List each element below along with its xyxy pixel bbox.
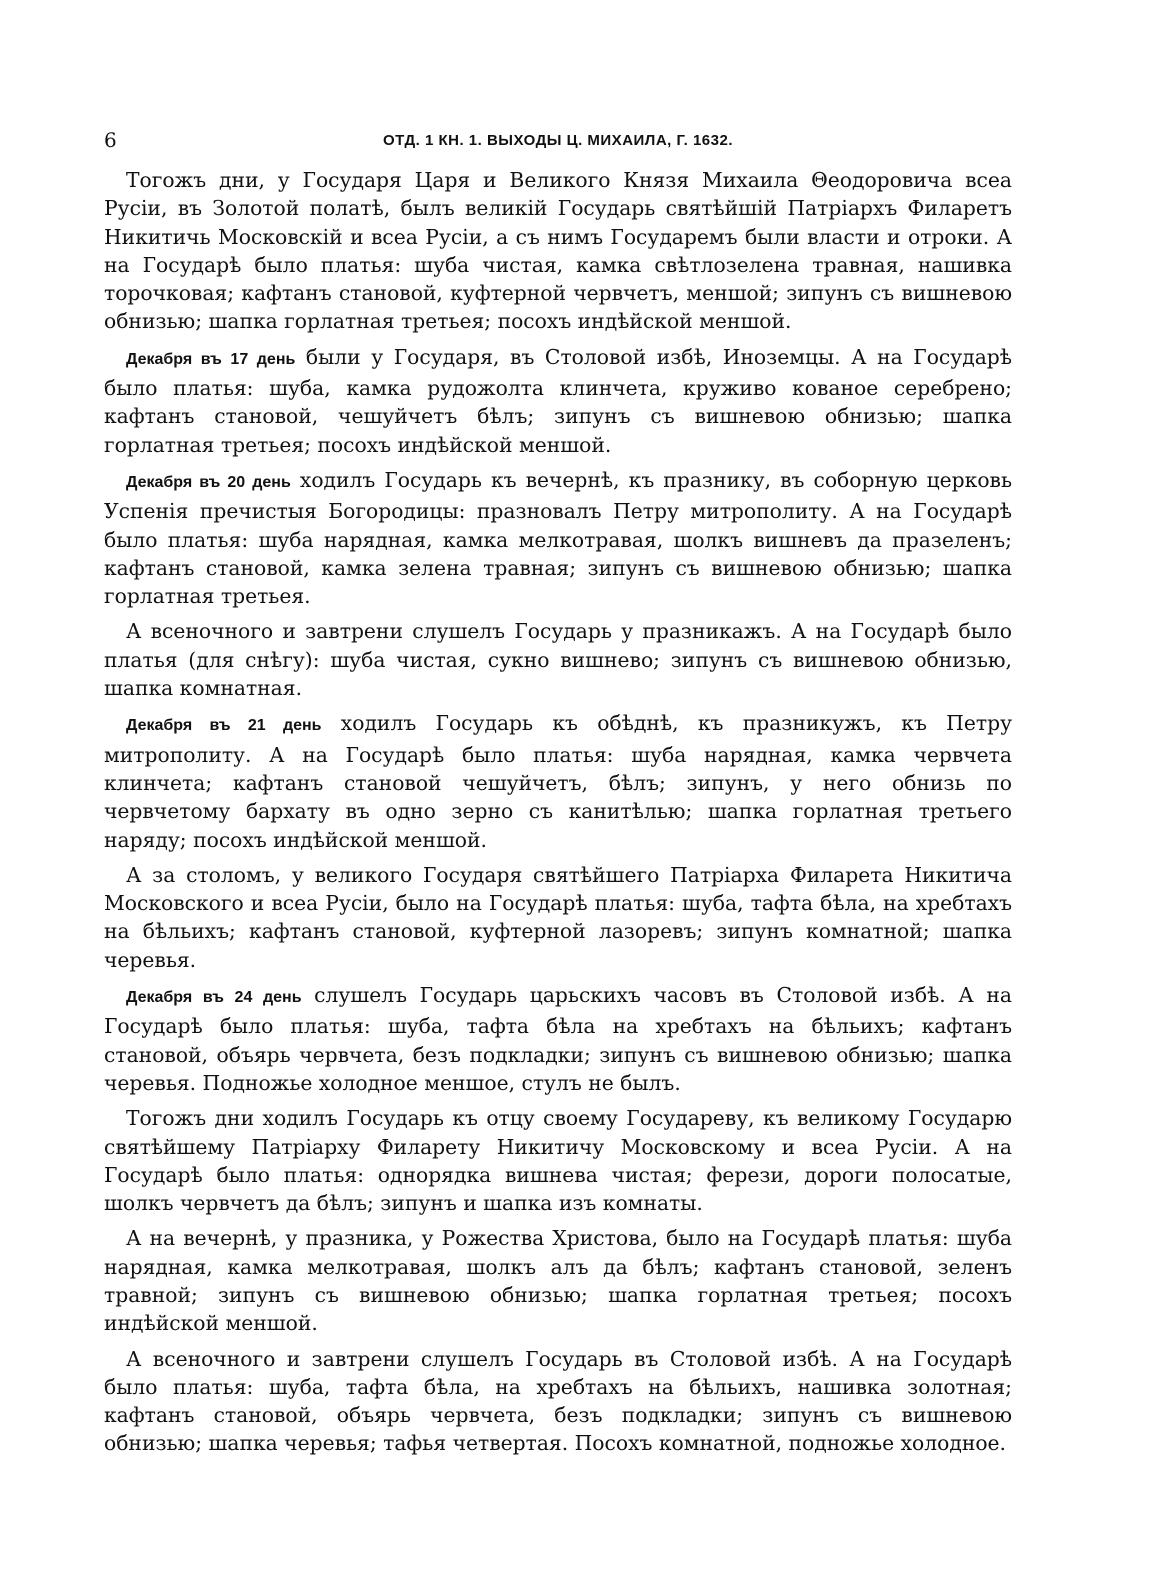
paragraph-5 [104, 709, 1012, 853]
paragraph-text: ходилъ Государь къ вечернѣ, къ празнику, въ соборную церковь Успенія пречистыя Богородицы: празновалъ Петру митрополиту. А на Государѣ было платья: шуба нарядная, камка мелкотравая, шолкъ вишневъ да празеленъ; кафтанъ становой, камка зелена травная; зипунъ съ вишневою обнизью; шапка горлатная третьея. [104, 467, 1012, 609]
paragraph-4 [104, 617, 1012, 702]
paragraph-8 [104, 1104, 1012, 1217]
paragraph-9 [104, 1224, 1012, 1337]
page-header [104, 126, 1012, 154]
paragraph-text: Тогожъ дни ходилъ Государь къ отцу своему Государеву, къ великому Государю святѣйшему Патріарху Филарету Никитичу Московскому и всеа Русіи. А на Государѣ было платья: однорядка вишнева чистая; ферези, дороги полосатые, шолкъ червчетъ да бѣлъ; зипунъ и шапка изъ комнаты. [104, 1106, 1012, 1216]
running-title: ОТД. 1 КН. 1. ВЫХОДЫ Ц. МИХАИЛА, Г. 1632. [382, 131, 733, 149]
paragraph-text: А на вечернѣ, у празника, у Рожества Христова, было на Государѣ платья: шуба нарядная, камка мелкотравая, шолкъ алъ да бѣлъ; кафтанъ становой, зеленъ травной; зипунъ съ вишневою обнизью; шапка горлатная третьея; посохъ индѣйской меншой. [104, 1226, 1012, 1336]
entry-date: Декабря въ 24 день [126, 989, 302, 1007]
paragraph-text: Тогожъ дни, у Государя Царя и Великого Князя Михаила Θеодоровича всеа Русіи, въ Золотой полатѣ, былъ великій Государь святѣйшій Патріархъ Филаретъ Никитичь Московскій и всеа Русіи, а съ нимъ Государемъ были власти и отроки. А на Государѣ было платья: шуба чистая, камка свѣтлозелена травная, нашивка торочковая; кафтанъ становой, куфтерной червчетъ, меншой; зипунъ съ вишневою обнизью; шапка горлатная третьея; посохъ индѣйской меншой. [104, 168, 1012, 334]
paragraph-text: А за столомъ, у великого Государя святѣйшего Патріарха Филарета Никитича Московского и всеа Русіи, было на Государѣ платья: шуба, тафта бѣла, на хребтахъ на бѣльихъ; кафтанъ становой, куфтерной лазоревъ; зипунъ комнатной; шапка черевья. [104, 862, 1012, 972]
paragraph-text: слушелъ Государь царьскихъ часовъ въ Столовой избѣ. А на Государѣ было платья: шуба, тафта бѣла на хребтахъ на бѣльихъ; кафтанъ становой, объярь червчета, безъ подкладки; зипунъ съ вишневою обнизью; шапка черевья. Подножье холодное меншое, стулъ не былъ. [104, 983, 1012, 1095]
paragraph-6 [104, 861, 1012, 974]
paragraph-text: ходилъ Государь къ обѣднѣ, къ празникужъ, къ Петру митрополиту. А на Государѣ было платья: шуба нарядная, камка червчета клинчета; кафтанъ становой чешуйчетъ, бѣлъ; зипунъ, у него обнизь по червчетому бархату въ одно зерно съ канитѣлью; шапка горлатная третьего наряду; посохъ индѣйской меншой. [104, 711, 1012, 852]
paragraph-2 [104, 343, 1012, 459]
paragraph-1 [104, 166, 1012, 336]
paragraph-10 [104, 1345, 1012, 1458]
paragraph-text: А всеночного и завтрени слушелъ Государь въ Столовой избѣ. А на Государѣ было платья: шуба, тафта бѣла, на хребтахъ на бѣльихъ, нашивка золотная; кафтанъ становой, объярь червчета, безъ подкладки; зипунъ съ вишневою обнизью; шапка черевья; тафья четвертая. Посохъ комнатной, подножье холодное. [104, 1346, 1012, 1456]
paragraph-text: А всеночного и завтрени слушелъ Государь у празникажъ. А на Государѣ было платья (для снѣгу): шуба чистая, сукно вишнево; зипунъ съ вишневою обнизью, шапка комнатная. [104, 619, 1012, 701]
entry-date: Декабря въ 21 день [126, 717, 322, 735]
paragraph-7 [104, 981, 1012, 1097]
page-number: 6 [104, 128, 117, 152]
entry-date: Декабря въ 17 день [126, 350, 296, 368]
paragraph-text: были у Государя, въ Столовой избѣ, Иноземцы. А на Государѣ было платья: шуба, камка рудожолта клинчета, круживо кованое серебрено; кафтанъ становой, чешуйчетъ бѣлъ; зипунъ съ вишневою обнизью; шапка горлатная третьея; посохъ индѣйской меншой. [104, 344, 1013, 457]
body-text [104, 166, 1012, 1465]
paragraph-3 [104, 466, 1012, 610]
entry-date: Декабря въ 20 день [126, 473, 291, 491]
